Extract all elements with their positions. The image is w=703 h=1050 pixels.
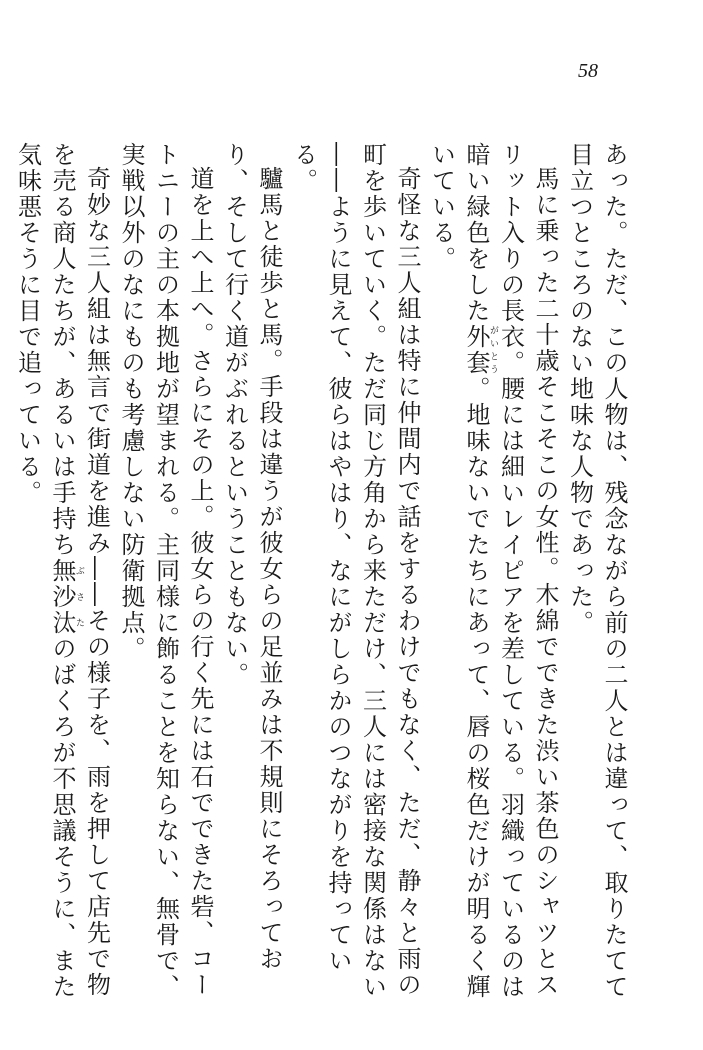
paragraph-6 — [10, 142, 114, 1022]
ruby-word: 無沙汰ぶさた — [48, 558, 84, 636]
paragraph-2 — [424, 142, 562, 1022]
paragraph-5: 道を上へ上へ。さらにその上。彼女らの行く先には石でできた砦、コートニーの主の本拠地が望まれる。主同様に飾ることを知らない、無骨で、実戦以外のなにものも考慮しない防衛拠点。 — [117, 142, 214, 1000]
body-text — [13, 142, 631, 1022]
ruby-word: 外套がいとう — [462, 324, 498, 376]
paragraph-3: 奇怪な三人組は特に仲間内で話をするわけでもなく、ただ、静々と雨の町を歩いていく。ただ同じ方角から来ただけ、三人には密接な関係はない――ように見えて、彼らはやはり、なにがしらかのつながりを持っている。 — [289, 142, 421, 1000]
ruby-reading: がいとう — [488, 324, 498, 376]
paragraph-4: 驢馬と徒歩と馬。手段は違うが彼女らの足並みは不規則にそろっており、そして行く道がぶれるということもない。 — [220, 142, 283, 972]
paragraph-6-text: 奇妙な三人組は無言で街道を進み――その様子を、雨を押して店先で物を売る商人たちが、あるいは手持ち無沙汰ぶさたのばくろが不思議そうに、また気味悪そうに目で追っている。 — [13, 142, 111, 1000]
paragraph-2-text: 馬に乗った二十歳そこそこの女性。木綿でできた渋い茶色のシャツとスリット入りの長衣。腰には細いレイピアを差している。羽織っているのは暗い緑色をした外套がいとう。地味ないでたちにあって、唇の桜色だけが明るく輝いている。 — [427, 142, 559, 1000]
ruby-reading: ぶさた — [74, 558, 84, 636]
page-number: 58 — [578, 60, 598, 82]
paragraph-1: あった。ただ、この人物は、残念ながら前の二人とは違って、取りたてて目立つところのない地味な人物であった。 — [565, 142, 628, 1000]
